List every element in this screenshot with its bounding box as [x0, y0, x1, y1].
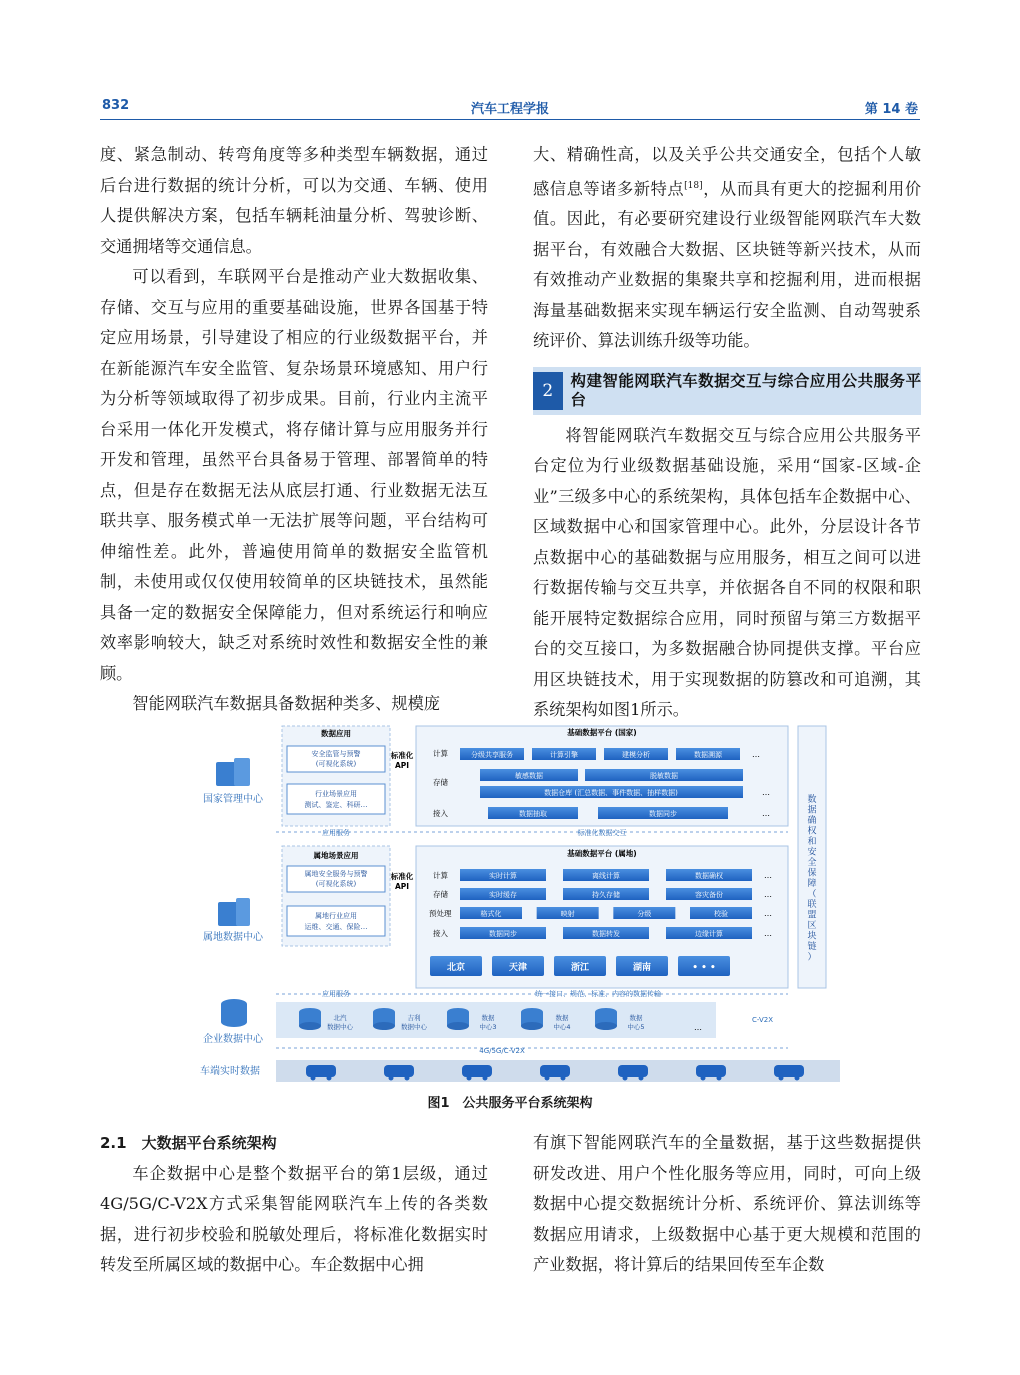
chip-label: 计算引擎	[550, 751, 578, 759]
cv2x-label: C-V2X	[752, 1016, 774, 1024]
blockchain-char: 数	[807, 795, 817, 805]
std-api: API	[394, 761, 410, 770]
paragraph: 智能网联汽车数据具备数据种类多、规模庞	[132, 694, 440, 713]
unified-label: 统一接口、规范、标准、内容的数据传输	[535, 990, 661, 998]
ellipsis: …	[752, 750, 760, 759]
center-label: 北汽	[333, 1014, 347, 1022]
paragraph: 有旗下智能网联汽车的全量数据，基于这些数据提供研发改进、用户个性化服务等应用，同时，可向上级数据中心提交数据统计分析、系统评价、算法训练等数据应用请求，上级数据中心基于更大规模和范围的产业数据，将计算后的结果回传至车企数	[533, 1133, 921, 1274]
ellipsis: …	[762, 809, 770, 818]
blockchain-char: ）	[807, 952, 817, 963]
blockchain-char: （	[807, 889, 817, 900]
chip-label: 分级	[637, 910, 652, 918]
vehicle-icon	[384, 1065, 414, 1077]
blockchain-char: 障	[807, 879, 817, 889]
vehicle-icon	[540, 1065, 570, 1077]
app-label: (可视化系统)	[315, 880, 357, 888]
vehicle-icon	[618, 1065, 648, 1077]
chip-label: 数据仓库 (汇总数据、事件数据、抽样数据)	[544, 789, 678, 797]
center-label: 中心3	[479, 1023, 497, 1031]
row-label: 预处理	[429, 909, 452, 918]
std-api: 标准化	[390, 751, 414, 760]
ellipsis: …	[764, 929, 772, 938]
subsection-title: 2.1 大数据平台系统架构	[100, 1134, 277, 1152]
blockchain-char: 和	[807, 837, 817, 847]
database-icon	[221, 999, 247, 1027]
chip-label: 格式化	[480, 910, 502, 918]
app-label: 安全监管与预警	[311, 750, 361, 758]
blockchain-char: 区	[807, 921, 817, 931]
paragraph: 度、紧急制动、转弯角度等多种类型车辆数据，通过后台进行数据的统计分析，可以为交通、车辆、使用人提供解决方案，包括车辆耗油量分析、驾驶诊断、交通拥堵等交通信息。	[100, 145, 488, 256]
database-icon	[299, 1022, 321, 1030]
chip-label: 数据溯源	[694, 751, 722, 759]
chip-label: 实时计算	[489, 872, 517, 880]
chip-label: 数据确权	[695, 872, 723, 880]
database-icon	[595, 1022, 617, 1030]
app-label: (可视化系统)	[315, 760, 357, 768]
chip-label: 数据同步	[489, 930, 517, 938]
chip-label: 数据转发	[592, 930, 620, 938]
ellipsis: …	[694, 1023, 702, 1032]
row-label: 计算	[433, 871, 448, 880]
vehicle-wheel	[483, 1076, 488, 1081]
vehicle-icon	[462, 1065, 492, 1077]
volume-label: 第 14 卷	[864, 102, 918, 117]
row-label: 计算	[433, 749, 448, 758]
network-label: 4G/5G/C-V2X	[479, 1047, 525, 1055]
vehicle-icon	[774, 1065, 804, 1077]
row-label: 接入	[433, 929, 448, 938]
right-column-lower	[533, 1128, 921, 1281]
national-app-title: 数据应用	[321, 729, 351, 738]
app-label: 运维、交通、保险…	[304, 923, 368, 931]
vehicle-wheel	[795, 1076, 800, 1081]
region-label: 浙江	[570, 963, 590, 973]
database-icon	[521, 1022, 543, 1030]
region-label: 北京	[446, 963, 466, 973]
chip-label: 敏感数据	[515, 772, 543, 780]
blockchain-char: 联	[807, 900, 817, 910]
label-vehicle: 车端实时数据	[200, 1066, 260, 1077]
blockchain-char: 盟	[807, 910, 817, 921]
center-label: 吉利	[407, 1014, 421, 1022]
label-enterprise: 企业数据中心	[203, 1034, 263, 1045]
section-title: 构建智能网联汽车数据交互与综合应用公共服务平台	[570, 371, 921, 409]
ellipsis: …	[764, 890, 772, 899]
vehicle-wheel	[717, 1076, 722, 1081]
blockchain-char: 据	[807, 805, 817, 816]
row-label: 接入	[433, 809, 448, 818]
architecture-figure	[198, 722, 840, 1084]
app-service-label: 应用服务	[322, 829, 350, 837]
regional-platform-title: 基础数据平台 (属地)	[567, 849, 637, 858]
citation: [18]	[684, 180, 703, 191]
vehicle-wheel	[545, 1076, 550, 1081]
region-label: 湖南	[632, 963, 652, 973]
app-label: 属地安全服务与预警	[304, 870, 368, 878]
std-exchange-label: 标准化数据交互	[577, 829, 627, 837]
app-label: 属地行业应用	[315, 912, 357, 920]
paragraph: 将智能网联汽车数据交互与综合应用公共服务平台定位为行业级数据基础设施，采用“国家-区域-企业”三级多中心的系统架构，具体包括车企数据中心、区域数据中心和国家管理中心。此外，分层设计各节点数据中心的基础数据与应用服务，相互之间可以进行数据传输与交互共享，并依据各自不同的权限和职能开展特定数据综合应用，同时预留与第三方数据平台的交互接口，为多数据融合协同提供支撑。平台应用区块链技术，用于实现数据的防篡改和可追溯，其系统架构如图1所示。	[533, 425, 921, 720]
vehicle-wheel	[623, 1076, 628, 1081]
app-service-label: 应用服务	[322, 990, 350, 998]
vehicle-icon	[696, 1065, 726, 1077]
blockchain-label	[807, 793, 816, 963]
app-label: 测试、鉴定、科研…	[304, 801, 368, 809]
chip-label: 离线计算	[592, 872, 620, 880]
left-column	[100, 140, 488, 720]
vehicle-wheel	[311, 1076, 316, 1081]
chip-label: 数据抽取	[519, 810, 547, 818]
section-heading	[533, 367, 921, 415]
paragraph-text: 大、精确性高，以及关乎公共交通安全，包括个人敏感信息等诸多新特点	[533, 145, 921, 198]
chip-label: 建模分析	[622, 751, 650, 759]
row-label: 存储	[433, 778, 448, 787]
journal-name: 汽车工程学报	[470, 102, 550, 117]
vehicle-wheel	[779, 1076, 784, 1081]
chip-label: 映射	[560, 910, 575, 918]
regional-app-title: 属地场景应用	[313, 851, 359, 860]
server-icon	[218, 898, 250, 926]
vehicle-wheel	[467, 1076, 472, 1081]
chip-label: 脱敏数据	[650, 772, 678, 780]
vehicle-wheel	[701, 1076, 706, 1081]
chip-label: 容灾备份	[695, 891, 723, 899]
vehicle-icon	[306, 1065, 336, 1077]
vehicle-wheel	[327, 1076, 332, 1081]
blockchain-char: 确	[807, 816, 817, 826]
center-label: 数据	[629, 1014, 643, 1022]
paragraph-text: ，从而具有更大的挖掘利用价值。因此，有必要研究建设行业级智能网联汽车大数据平台，有效融合大数据、区块链等新兴技术，从而有效推动产业数据的集聚共享和挖掘利用，进而根据海量基础数据来实现车辆运行安全监测、自动驾驶系统评价、算法训练升级等功能。	[533, 178, 922, 351]
center-label: 数据	[481, 1014, 495, 1022]
blockchain-char: 安	[807, 847, 817, 858]
center-label: 中心4	[553, 1023, 571, 1031]
chip-label: 实时缓存	[489, 891, 517, 899]
app-label: 行业场景应用	[315, 790, 357, 798]
left-column-lower	[100, 1128, 488, 1281]
blockchain-char: 权	[807, 826, 817, 837]
chip-label: 持久存储	[592, 891, 620, 899]
center-label: 数据	[555, 1014, 569, 1022]
vehicle-wheel	[405, 1076, 410, 1081]
database-icon	[447, 1022, 469, 1030]
vehicle-wheel	[639, 1076, 644, 1081]
row-label: 存储	[433, 890, 448, 899]
paragraph: 可以看到，车联网平台是推动产业大数据收集、存储、交互与应用的重要基础设施，世界各国基于特定应用场景，引导建设了相应的行业级数据平台，并在新能源汽车安全监管、复杂场景环境感知、用户行为分析等领域取得了初步成果。目前，行业内主流平台采用一体化开发模式，将存储计算与应用服务并行开发和管理，虽然平台具备易于管理、部署简单的特点，但是存在数据无法从底层打通、行业数据无法互联共享、服务模式单一无法扩展等问题，平台结构可伸缩性差。此外，普遍使用简单的数据安全监管机制，未使用或仅仅使用较简单的区块链技术，虽然能具备一定的数据安全保障能力，但对系统运行和响应效率影响较大，缺乏对系统时效性和数据安全性的兼顾。	[100, 267, 488, 683]
std-api: API	[394, 882, 410, 891]
blockchain-char: 块	[807, 931, 817, 942]
section-number: 2	[533, 372, 563, 410]
center-label: 数据中心	[327, 1023, 353, 1031]
ellipsis: …	[764, 909, 772, 918]
vehicle-wheel	[389, 1076, 394, 1081]
paragraph	[533, 140, 921, 357]
region-label: • • •	[692, 963, 716, 973]
chip-label: 校验	[714, 910, 728, 918]
blockchain-char: 链	[807, 942, 817, 952]
server-icon	[216, 758, 250, 786]
center-label: 中心5	[627, 1023, 645, 1031]
chip-label: 分级共享服务	[471, 751, 513, 759]
right-column	[533, 140, 921, 726]
page-number: 832	[102, 98, 130, 113]
center-label: 数据中心	[401, 1023, 427, 1031]
database-icon	[373, 1022, 395, 1030]
label-national: 国家管理中心	[203, 794, 263, 805]
vehicle-wheel	[561, 1076, 566, 1081]
label-regional: 属地数据中心	[203, 932, 263, 943]
running-header	[100, 98, 920, 120]
national-platform-title: 基础数据平台 (国家)	[567, 728, 637, 737]
std-api: 标准化	[390, 872, 414, 881]
ellipsis: …	[764, 871, 772, 880]
region-label: 天津	[508, 963, 528, 973]
ellipsis: …	[762, 788, 770, 797]
paragraph: 车企数据中心是整个数据平台的第1层级，通过4G/5G/C-V2X方式采集智能网联汽车上传的各类数据，进行初步校验和脱敏处理后，将标准化数据实时转发至所属区域的数据中心。车企数据中心拥	[100, 1163, 488, 1274]
figure-caption: 图1 公共服务平台系统架构	[427, 1096, 593, 1111]
blockchain-char: 全	[807, 858, 817, 868]
chip-label: 边缘计算	[695, 930, 723, 938]
blockchain-char: 保	[807, 868, 817, 879]
chip-label: 数据同步	[649, 810, 677, 818]
